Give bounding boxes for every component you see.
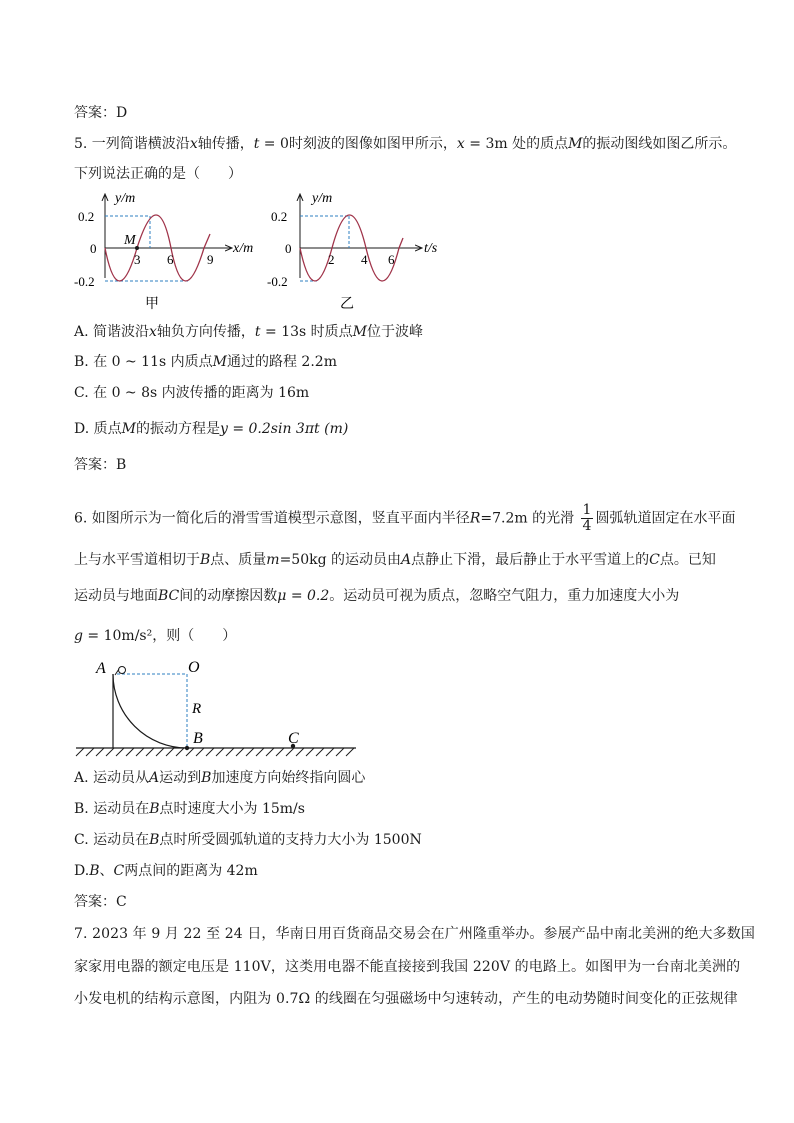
wave-graph-jia: [70, 188, 270, 313]
q7-line3: 小发电机的结构示意图，内阻为 0.7Ω 的线圈在匀强磁场中匀速转动，产生的电动势随时间变化的正弦规律: [74, 991, 738, 1007]
q5-line1: 5. 一列简谐横波沿x轴传播，t = 0时刻波的图像如图甲所示，x = 3m 处的质点M的振动图线如图乙所示。: [74, 136, 737, 152]
x-axis-label: t/s: [424, 241, 438, 256]
q5-line2: 下列说法正确的是（ ）: [74, 166, 242, 182]
point-o-label: O: [188, 659, 200, 676]
x-axis-label: x/m: [233, 241, 254, 256]
x-tick: 2: [328, 252, 335, 267]
y-axis-label: y/m: [312, 191, 333, 206]
q6-line4: g = 10m/s²，则（ ）: [74, 628, 237, 644]
y-tick-bottom: -0.2: [74, 274, 95, 289]
point-m-label: M: [124, 233, 136, 248]
x-tick: 6: [167, 252, 174, 267]
q5-answer: 答案：B: [74, 457, 127, 473]
x-tick: 3: [134, 252, 141, 267]
q6-answer: 答案：C: [74, 894, 127, 910]
q6-option-d: D.B、C两点间的距离为 42m: [74, 863, 258, 879]
y-tick-top: 0.2: [78, 209, 95, 224]
q5-option-d: D. 质点M的振动方程是y = 0.2sin 3πt (m): [74, 421, 349, 437]
vibration-graph-yi: [262, 188, 452, 313]
q6-option-c: C. 运动员在B点时所受圆弧轨道的支持力大小为 1500N: [74, 832, 422, 848]
q6-line1: 6. 如图所示为一简化后的滑雪雪道模型示意图，竖直平面内半径R=7.2m 的光滑 $\frac{1}{4}$ 圆弧轨道固定在水平面: [74, 502, 736, 534]
q7-line1: 7. 2023 年 9 月 22 至 24 日，华南日用百货商品交易会在广州隆重举办。参展产品中南北美洲的绝大多数国: [74, 926, 755, 942]
q6-line3: 运动员与地面BC间的动摩擦因数μ = 0.2。运动员可视为质点，忽略空气阻力，重力加速度大小为: [74, 588, 680, 604]
y-tick-top: 0.2: [271, 209, 288, 224]
prev-answer: 答案：D: [74, 105, 128, 121]
fraction: $\frac{1}{4}$: [582, 502, 592, 534]
x-tick: 6: [388, 252, 395, 267]
q6-option-a: A. 运动员从A运动到B加速度方向始终指向圆心: [74, 770, 366, 786]
graph-caption: 乙: [340, 297, 354, 312]
x-tick: 9: [207, 252, 214, 267]
y-tick-zero: 0: [285, 241, 292, 256]
y-tick-zero: 0: [90, 241, 97, 256]
q6-line2: 上与水平雪道相切于B点、质量m=50kg 的运动员由A点静止下滑，最后静止于水平雪道上的C点。已知: [74, 552, 716, 568]
y-tick-bottom: -0.2: [267, 274, 288, 289]
ski-track-figure: [70, 652, 360, 762]
q5-option-b: B. 在 0 ~ 11s 内质点M通过的路程 2.2m: [74, 354, 337, 370]
q6-option-b: B. 运动员在B点时速度大小为 15m/s: [74, 801, 305, 817]
point-c-label: C: [288, 730, 299, 747]
q7-line2: 家家用电器的额定电压是 110V，这类用电器不能直接接到我国 220V 的电路上。如图甲为一台南北美洲的: [74, 959, 741, 975]
q5-option-c: C. 在 0 ~ 8s 内波传播的距离为 16m: [74, 385, 310, 401]
graph-caption: 甲: [145, 297, 159, 312]
radius-label: R: [192, 701, 202, 717]
x-tick: 4: [361, 252, 368, 267]
point-b-label: B: [193, 730, 203, 747]
point-a-label: A: [96, 660, 106, 677]
q5-option-a: A. 简谐波沿x轴负方向传播，t = 13s 时质点M位于波峰: [74, 324, 423, 340]
y-axis-label: y/m: [115, 191, 136, 206]
